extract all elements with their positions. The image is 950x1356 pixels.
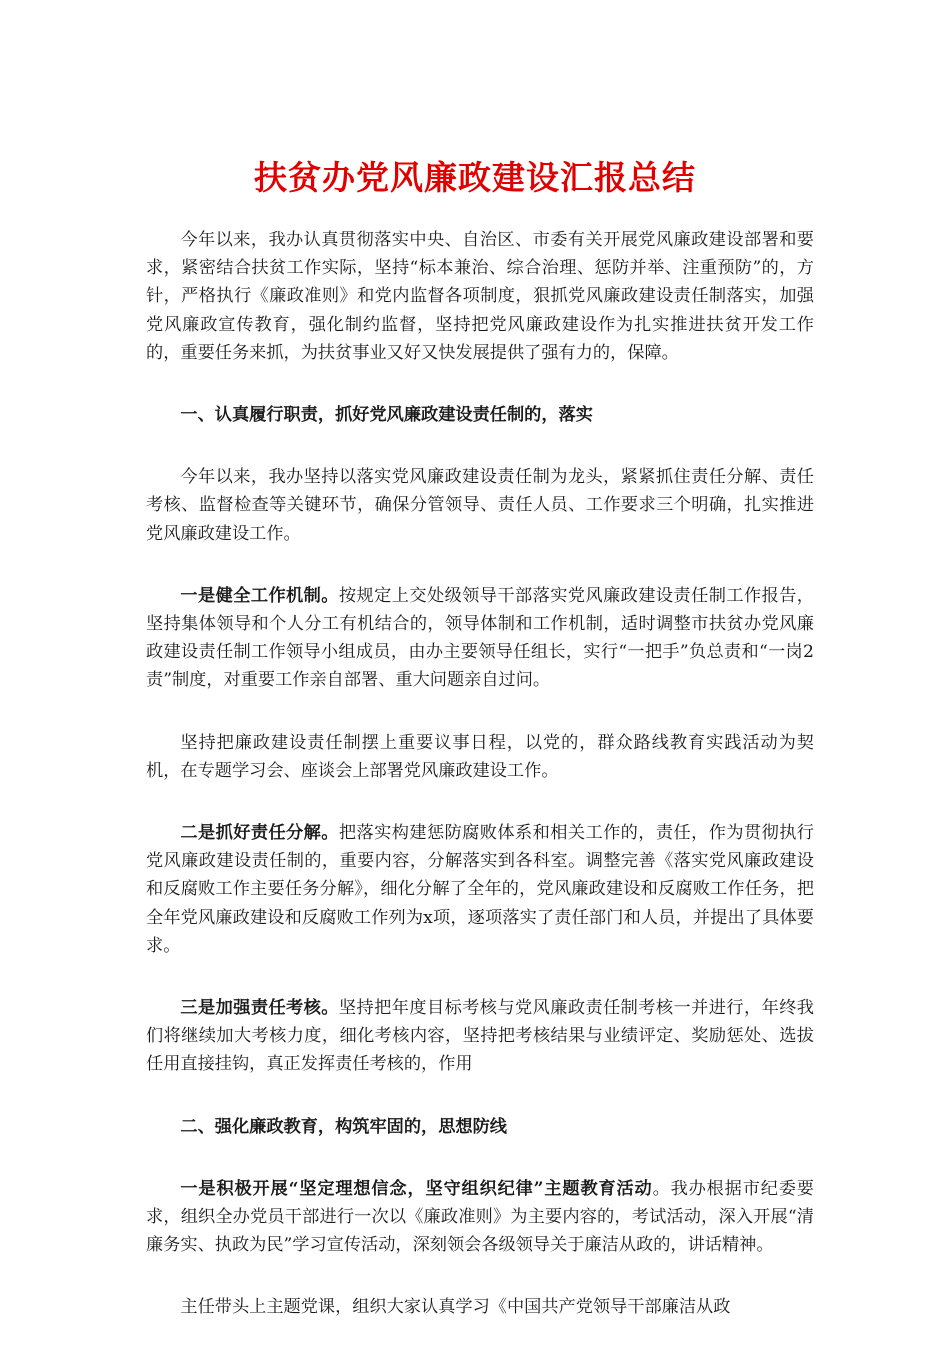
paragraph-party-lesson: 主任带头上主题党课，组织大家认真学习《中国共产党领导干部廉洁从政 — [180, 1297, 731, 1318]
paragraph-text: 按规定上交处级领导干部落实党风廉政建设责任制工作报告，坚持集体领导和个人分工有机结合的，领导体制和工作机制，适时调整市扶贫办党风廉政建设责任制工作领导小组成员，由办主要领导任组长，实行“一把手”负总责和“一岗2责”制度，对重要工作亲自部署、重大问题亲自过问。 — [146, 585, 814, 691]
paragraph-education — [146, 1175, 814, 1260]
paragraph-responsibility: 今年以来，我办坚持以落实党风廉政建设责任制为龙头，紧紧抓住责任分解、责任考核、监督检查等关键环节，确保分管领导、责任人员、工作要求三个明确，扎实推进党风廉政建设工作。 — [146, 467, 814, 544]
paragraph-text: 。我办根据市纪委要求，组织全办党员干部进行一次以《廉政准则》为主要内容的，考试活动，深入开展“清廉务实、执政为民”学习宣传活动，深刻领会各级领导关于廉洁从政的，讲话精神。 — [146, 1178, 814, 1256]
paragraph-text: 坚持把年度目标考核与党风廉政责任制考核一并进行，年终我们将继续加大考核力度，细化考核内容，坚持把考核结果与业绩评定、奖励惩处、选拔任用直接挂钩，真正发挥责任考核的，作用 — [146, 998, 814, 1075]
paragraph-intro: 今年以来，我办认真贯彻落实中央、自治区、市委有关开展党风廉政建设部署和要求，紧密结合扶贫工作实际，坚持“标本兼治、综合治理、惩防并举、注重预防”的，方针，严格执行《廉政准则》和党内监督各项制度，狠抓党风廉政建设责任制落实，加强党风廉政宣传教育，强化制约监督，坚持把党风廉政建设作为扎实推进扶贫开发工作的，重要任务来抓，为扶贫事业又好又快发展提供了强有力的，保障。 — [146, 230, 814, 363]
paragraph-lead: 一是积极开展“坚定理想信念，坚守组织纪律”主题教育活动 — [180, 1178, 653, 1199]
paragraph-text: 把落实构建惩防腐败体系和相关工作的，责任，作为贯彻执行党风廉政建设责任制的，重要内容，分解落实到各科室。调整完善《落实党风廉政建设和反腐败工作主要任务分解》，细化分解了全年的，党风廉政建设和反腐败工作任务，把全年党风廉政建设和反腐败工作列为x项，逐项落实了责任部门和人员，并提出了具体要求。 — [146, 823, 814, 956]
paragraph-assessment — [146, 994, 814, 1079]
paragraph-decomposition — [146, 819, 814, 960]
paragraph-lead: 三是加强责任考核。 — [180, 998, 339, 1019]
document-body — [146, 226, 814, 1356]
paragraph-lead: 二是抓好责任分解。 — [180, 823, 339, 844]
paragraph-agenda: 坚持把廉政建设责任制摆上重要议事日程，以党的，群众路线教育实践活动为契机，在专题学习会、座谈会上部署党风廉政建设工作。 — [146, 732, 814, 781]
section-heading-2: 二、强化廉政教育，构筑牢固的，思想防线 — [180, 1116, 507, 1137]
paragraph-mechanism — [146, 582, 814, 695]
document-title: 扶贫办党风廉政建设汇报总结 — [254, 158, 696, 197]
section-heading-1: 一、认真履行职责，抓好党风廉政建设责任制的，落实 — [180, 405, 593, 426]
paragraph-lead: 一是健全工作机制。 — [180, 585, 339, 606]
